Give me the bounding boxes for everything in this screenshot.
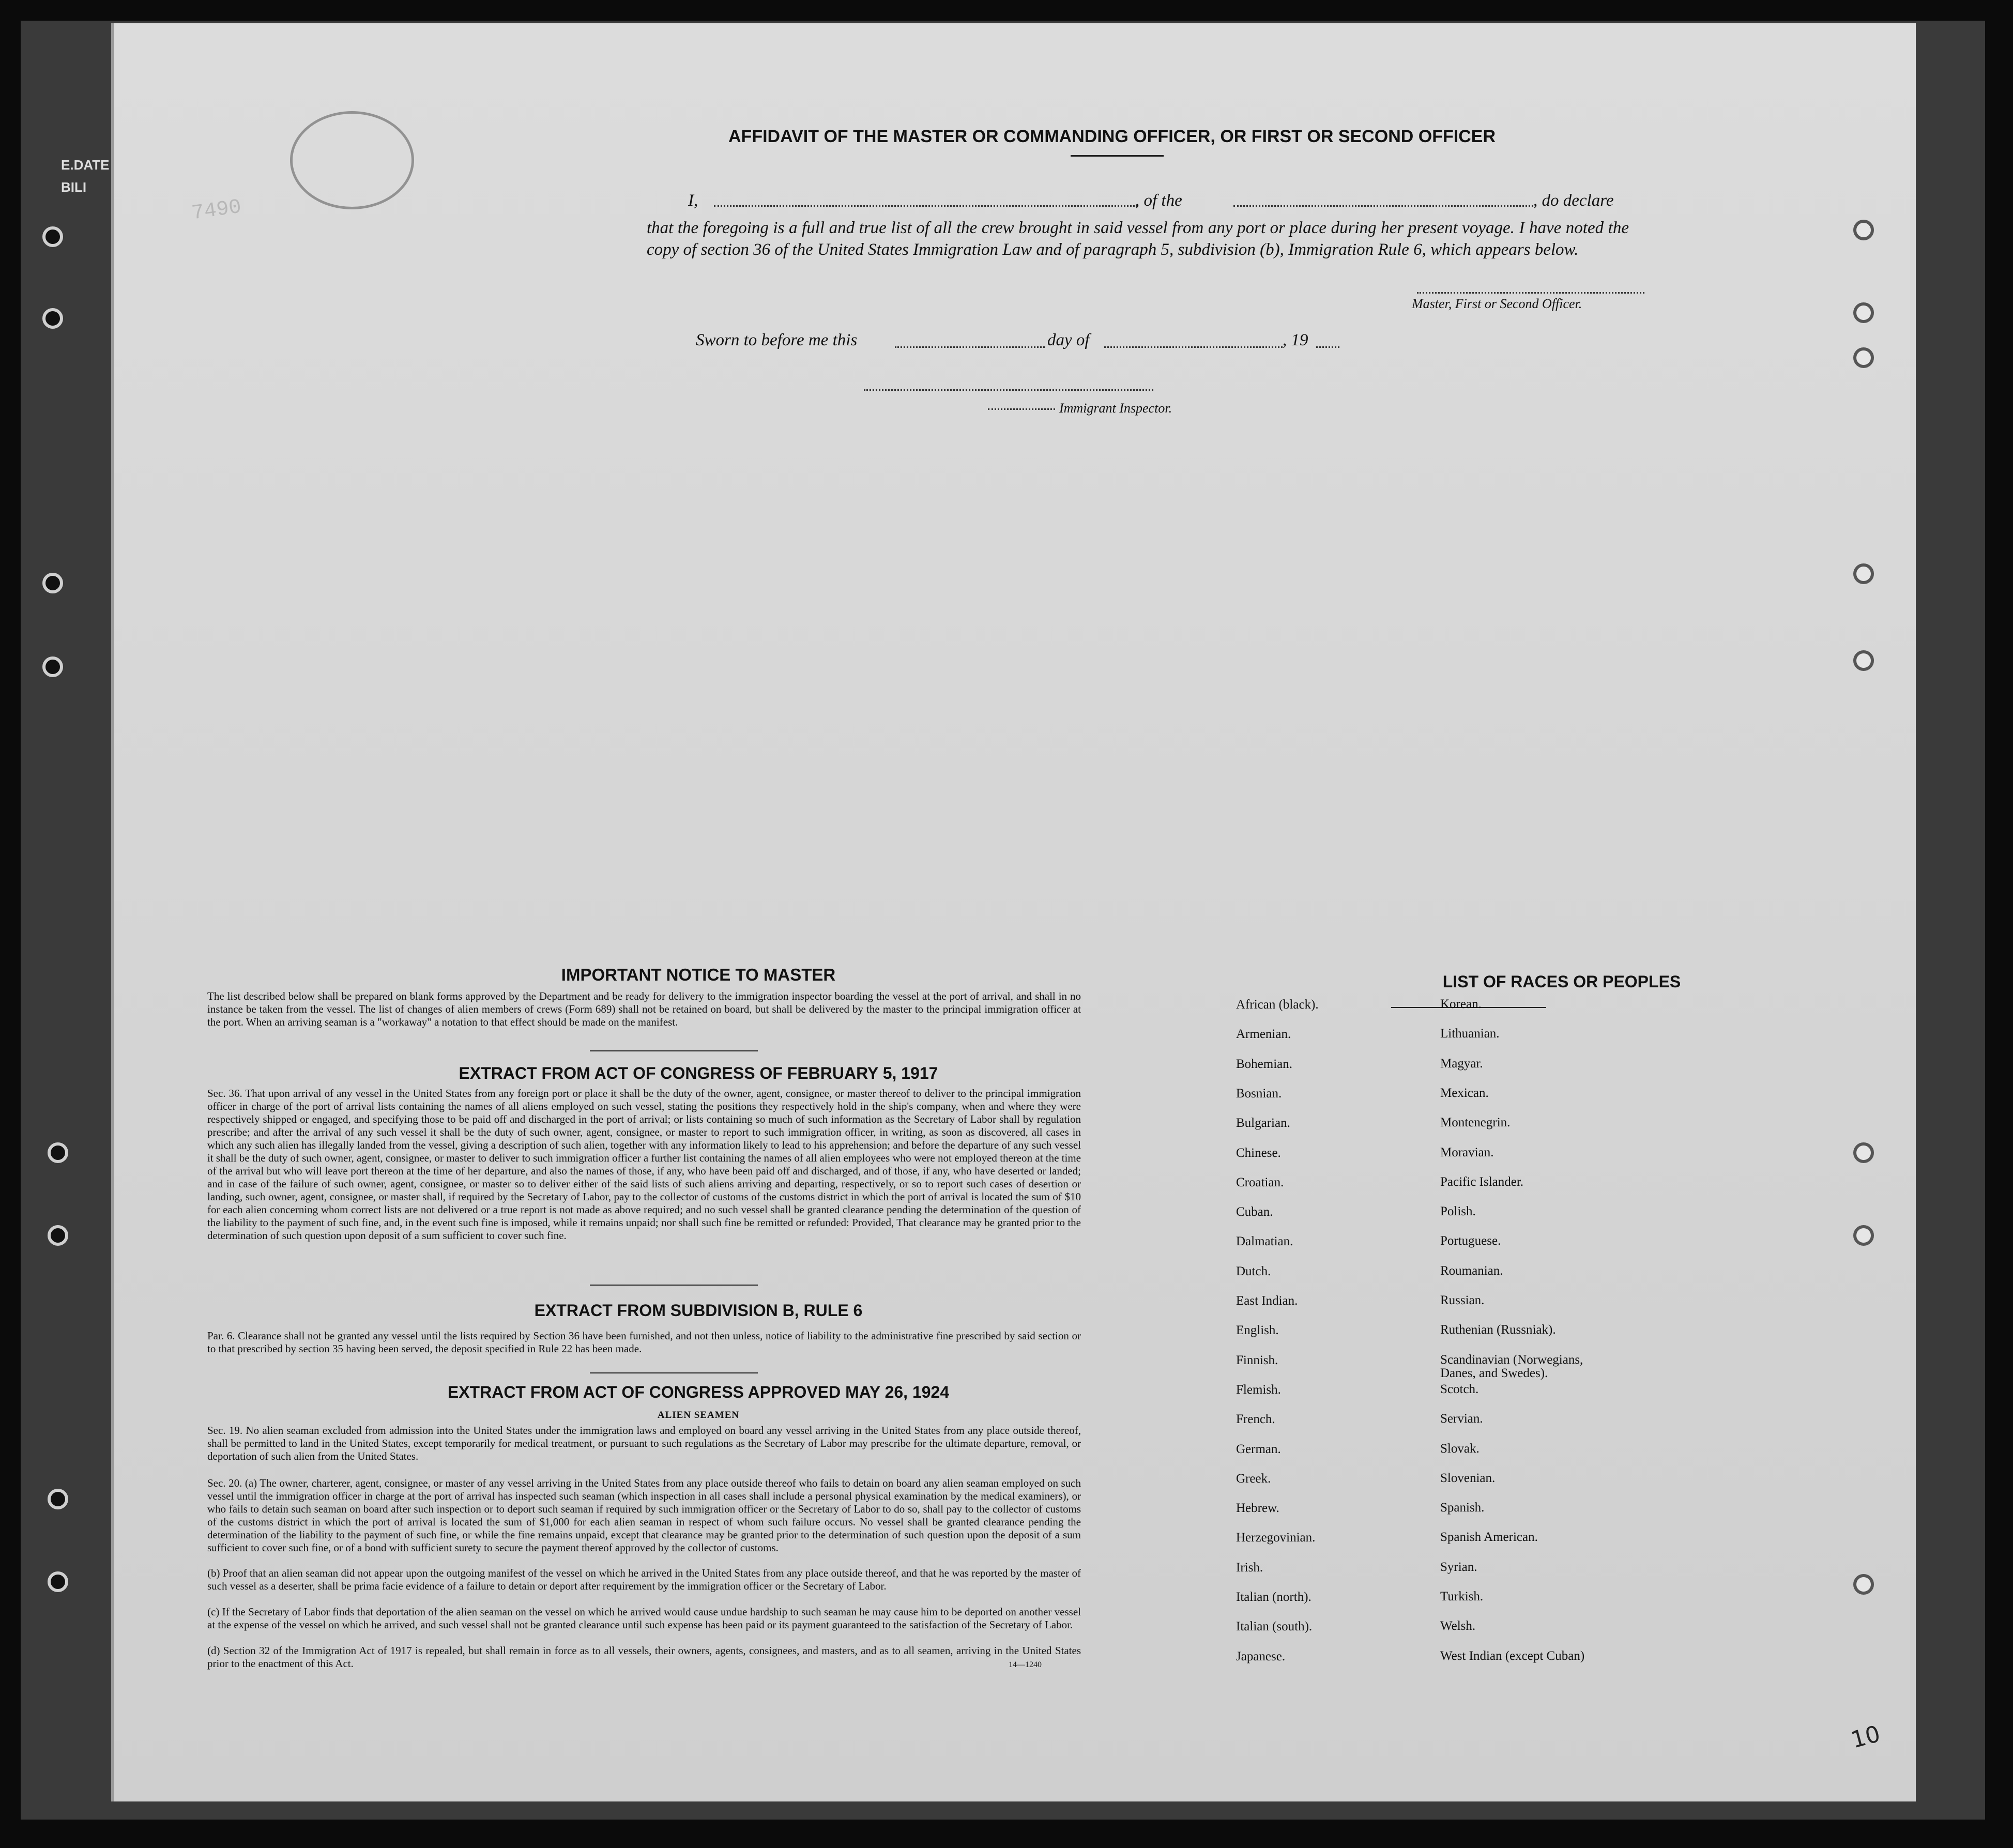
sec20a-text: Sec. 20. (a) The owner, charterer, agent, consignee, or master of any vessel arriving in the United States from any place outside thereof who fails to detain on board any alien seaman employed on such vessel until the immigration officer in charge at the port of arrival has inspected such seaman (which inspection in all cases shall include a personal physical examination by the medical examiners), or who fails to detain such seaman on board after such inspection or to deport such seaman if required by such immigration officer or the Secretary of Labor to do so, shall pay to the collector of customs of the customs district in which the port of arrival is located the sum of $1,000 for each alien seaman in respect of whom such failure occurs. No vessel shall be granted clearance pending the determination of the liability to the payment of such fine, or while the fine remains unpaid, except that clearance may be granted prior to the determination of such question upon the deposit of a sum sufficient to cover such fine, or of a bond with sufficient surety to secure the payment thereof approved by the collector of customs. xyxy=(207,1477,1081,1554)
race-item: Italian (south). xyxy=(1236,1620,1313,1634)
race-item: Bohemian. xyxy=(1236,1057,1293,1071)
race-item: Polish. xyxy=(1440,1204,1476,1219)
binder-hole xyxy=(42,656,63,677)
race-item: Flemish. xyxy=(1236,1382,1281,1397)
race-item: Russian. xyxy=(1440,1293,1485,1307)
race-item: Croatian. xyxy=(1236,1175,1284,1189)
margin-fragment-top: E.DATE xyxy=(61,157,110,173)
race-item: Moravian. xyxy=(1440,1145,1494,1159)
margin-fragment-bottom: BILI xyxy=(61,179,87,195)
race-item: Spanish American. xyxy=(1440,1530,1538,1545)
race-item: Servian. xyxy=(1440,1412,1483,1426)
sec20b-text: (b) Proof that an alien seaman did not appear upon the outgoing manifest of the vessel on which he arrived in the United States from any place outside thereof, and that he was reported by the master of such vessel as a deserter, shall be prima facie evidence of a failure to detain or deport after requirement by the immigration officer or the Secretary of Labor. xyxy=(207,1567,1081,1592)
race-item: English. xyxy=(1236,1323,1279,1338)
race-item: Spanish. xyxy=(1440,1501,1485,1515)
race-item: Finnish. xyxy=(1236,1353,1278,1367)
sec19-text: Sec. 19. No alien seaman excluded from admission into the United States under the immigration laws and employed on board any vessel arriving in the United States from any place outside thereof, shall be permitted to land in the United States, except temporarily for medical treatment, or pursuant to such regulations as the Secretary of Labor may prescribe for the ultimate departure, removal, or deportation of such alien from the United States. xyxy=(207,1424,1081,1462)
race-item: Hebrew. xyxy=(1236,1501,1279,1516)
binder-hole xyxy=(1853,1574,1874,1595)
affidavit-rule xyxy=(1071,155,1164,157)
sec20c-text: (c) If the Secretary of Labor finds that deportation of the alien seaman on the vessel on which he arrived would cause undue hardship to such seaman he may cause him to be deported on another vessel at the expense of the vessel on which he arrived, and such vessel shall not be granted clearance until such expense has been paid or its payment guaranteed to the satisfaction of the Secretary of Labor. xyxy=(207,1606,1081,1631)
race-item: Scandinavian (Norwegians, Danes, and Swedes). xyxy=(1440,1352,1583,1380)
binder-hole xyxy=(1853,563,1874,584)
extract-1924-title: EXTRACT FROM ACT OF CONGRESS APPROVED MAY 26, 1924 xyxy=(447,1383,950,1401)
race-item: Turkish. xyxy=(1440,1590,1484,1603)
race-item: Slovak. xyxy=(1440,1441,1480,1456)
sworn-start: Sworn to before me this xyxy=(696,331,858,349)
race-item: Greek. xyxy=(1236,1471,1271,1486)
notice-title: IMPORTANT NOTICE TO MASTER xyxy=(561,965,836,984)
subdivision-rule xyxy=(590,1372,758,1373)
race-item: German. xyxy=(1236,1442,1281,1456)
binder-hole xyxy=(1853,1142,1874,1163)
sworn-year-label: , 19 xyxy=(1283,331,1308,349)
affidavit-title: AFFIDAVIT OF THE MASTER OR COMMANDING OFFICER, OR FIRST OR SECOND OFFICER xyxy=(728,127,1496,146)
binder-hole xyxy=(48,1225,68,1246)
race-item: West Indian (except Cuban) xyxy=(1440,1648,1585,1663)
race-item: Welsh. xyxy=(1440,1619,1476,1633)
race-item: East Indian. xyxy=(1236,1294,1298,1308)
race-item: Ruthenian (Russniak). xyxy=(1440,1323,1556,1337)
stamp-number: 7490 xyxy=(190,195,243,226)
binder-hole xyxy=(48,1571,68,1592)
affidavit-line1-start: I, xyxy=(688,191,698,210)
race-item: Dutch. xyxy=(1236,1264,1271,1278)
race-item: Scotch. xyxy=(1440,1382,1479,1396)
race-item: Armenian. xyxy=(1236,1027,1291,1042)
binder-hole xyxy=(1853,302,1874,323)
alien-seamen-subtitle: ALIEN SEAMEN xyxy=(657,1410,740,1421)
binder-hole xyxy=(1853,220,1874,240)
subdivision-text: Par. 6. Clearance shall not be granted any vessel until the lists required by Section 36 have been furnished, and not then unless, notice of liability to the administrative fine prescribed by said section or to that prescribed by section 35 having been served, the deposit specified in Rule 22 has been made. xyxy=(207,1330,1081,1355)
master-signature-label: Master, First or Second Officer. xyxy=(1412,296,1582,311)
name-blank xyxy=(714,205,1138,207)
race-item: Mexican. xyxy=(1440,1086,1489,1100)
affidavit-line1-end: , do declare xyxy=(1533,191,1614,210)
notice-text: The list described below shall be prepared on blank forms approved by the Department and be ready for delivery to the immigration inspector boarding the vessel at the port of arrival, and shall in no instance be taken from the vessel. The list of changes of alien members of crews (Form 689) shall not be retained on board, but shall be delivered by the master to the principal immigration officer at the port. When an arriving seaman is a "workaway" a notation to that effect should be made on the manifest. xyxy=(207,990,1081,1028)
document-page xyxy=(111,23,1916,1801)
binder-hole xyxy=(1853,650,1874,671)
binder-hole xyxy=(42,573,63,593)
affidavit-line1-mid: , of the xyxy=(1135,191,1182,210)
race-item: Portuguese. xyxy=(1440,1234,1501,1248)
race-item: Bulgarian. xyxy=(1236,1116,1290,1131)
binder-hole xyxy=(48,1142,68,1163)
vessel-blank xyxy=(1233,205,1533,207)
race-item: African (black). xyxy=(1236,998,1319,1012)
binder-hole xyxy=(1853,1225,1874,1246)
corner-mark: 10 xyxy=(1848,1720,1883,1754)
inspector-signature-line xyxy=(864,389,1153,391)
race-item: Lithuanian. xyxy=(1440,1027,1500,1041)
race-item: Chinese. xyxy=(1236,1146,1281,1160)
race-item: Dalmatian. xyxy=(1236,1234,1293,1249)
extract-1917-rule xyxy=(590,1285,758,1286)
race-item: Japanese. xyxy=(1236,1649,1286,1663)
sworn-month-blank xyxy=(1104,346,1283,348)
form-number: 14—1240 xyxy=(1009,1660,1042,1669)
race-item: Cuban. xyxy=(1236,1205,1273,1219)
inspector-label: Immigrant Inspector. xyxy=(1059,401,1172,416)
race-item: Irish. xyxy=(1236,1560,1263,1575)
extract-1917-text: Sec. 36. That upon arrival of any vessel in the United States from any foreign port or place it shall be the duty of the owner, agent, consignee, or master thereof to deliver to the principal immigration officer in charge of the port of arrival lists containing the names of all aliens employed on such vessel, stating the positions they respectively hold in the ship's company, when and where they were respectively shipped or engaged, and specifying those to be paid off and discharged in the port of arrival; or lists containing so much of such information as the Secretary of Labor shall by regulation prescribe; and after the arrival of any such vessel it shall be the duty of such owner, agent, consignee, or master to report to such immigration officer, in writing, as soon as discovered, all cases in which any such alien has illegally landed from the vessel, giving a description of such alien, together with any information likely to lead to his apprehension; and before the departure of any such vessel it shall be the duty of such owner, agent, consignee, or master to deliver to such immigration officer a further list containing the names of all alien employees who were not employed thereon at the time of the arrival but who will leave port thereon at the time of her departure, and also the names of those, if any, who have been paid off and discharged, and of those, if any, who have deserted or landed; and in case of the failure of such owner, agent, consignee, or master so to deliver either of the said lists of such aliens arriving and departing, respectively, or so to report such cases of desertion or landing, such owner, agent, consignee, or master shall, if required by the Secretary of Labor, pay to the collector of customs of the customs district in which the port of arrival is located the sum of $10 for each alien concerning whom correct lists are not delivered or a true report is not made as above required; and no such vessel shall be granted clearance pending the determination of the question of the liability to the payment of such fine, and, in the event such fine is imposed, while it remains unpaid; nor shall such fine be remitted or refunded: Provided, That clearance may be granted prior to the determination of such question upon deposit of a sum sufficient to cover such fine. xyxy=(207,1087,1081,1242)
extract-1917-title: EXTRACT FROM ACT OF CONGRESS OF FEBRUARY 5, 1917 xyxy=(459,1064,938,1082)
inspector-short-line xyxy=(988,408,1055,410)
binder-hole xyxy=(1853,347,1874,368)
binder-hole xyxy=(48,1489,68,1509)
binder-hole xyxy=(42,226,63,247)
sec20d-text: (d) Section 32 of the Immigration Act of 1917 is repealed, but shall remain in force as to all vessels, their owners, agents, consignees, and masters, and as to all seamen, arriving in the United States prior to the enactment of this Act. xyxy=(207,1644,1081,1670)
race-item: Slovenian. xyxy=(1440,1471,1496,1485)
subdivision-title: EXTRACT FROM SUBDIVISION B, RULE 6 xyxy=(534,1301,863,1320)
race-item: Bosnian. xyxy=(1236,1086,1282,1101)
sworn-year-blank xyxy=(1316,346,1339,348)
sworn-day-label: day of xyxy=(1047,331,1090,349)
master-signature-line xyxy=(1417,292,1644,294)
race-item: Syrian. xyxy=(1440,1560,1477,1574)
race-item: Pacific Islander. xyxy=(1440,1174,1524,1189)
race-item: Herzegovinian. xyxy=(1236,1531,1316,1545)
race-item: Magyar. xyxy=(1440,1056,1483,1071)
race-item: Montenegrin. xyxy=(1440,1116,1511,1130)
sworn-day-blank xyxy=(895,346,1045,348)
race-item: Roumanian. xyxy=(1440,1263,1503,1278)
affidavit-body: that the foregoing is a full and true list of all the crew brought in said vessel from any port or place during her present voyage. I have noted the copy of section 36 of the United States Immigration Law and of paragraph 5, subdivision (b), Immigration Rule 6, which appears below. xyxy=(647,219,1629,259)
seal-stamp xyxy=(290,111,414,209)
races-title: LIST OF RACES OR PEOPLES xyxy=(1442,972,1681,991)
binder-hole xyxy=(42,308,63,329)
race-item: Korean. xyxy=(1440,997,1482,1011)
race-item: Italian (north). xyxy=(1236,1590,1311,1604)
race-item: French. xyxy=(1236,1412,1275,1427)
notice-rule xyxy=(590,1050,758,1051)
